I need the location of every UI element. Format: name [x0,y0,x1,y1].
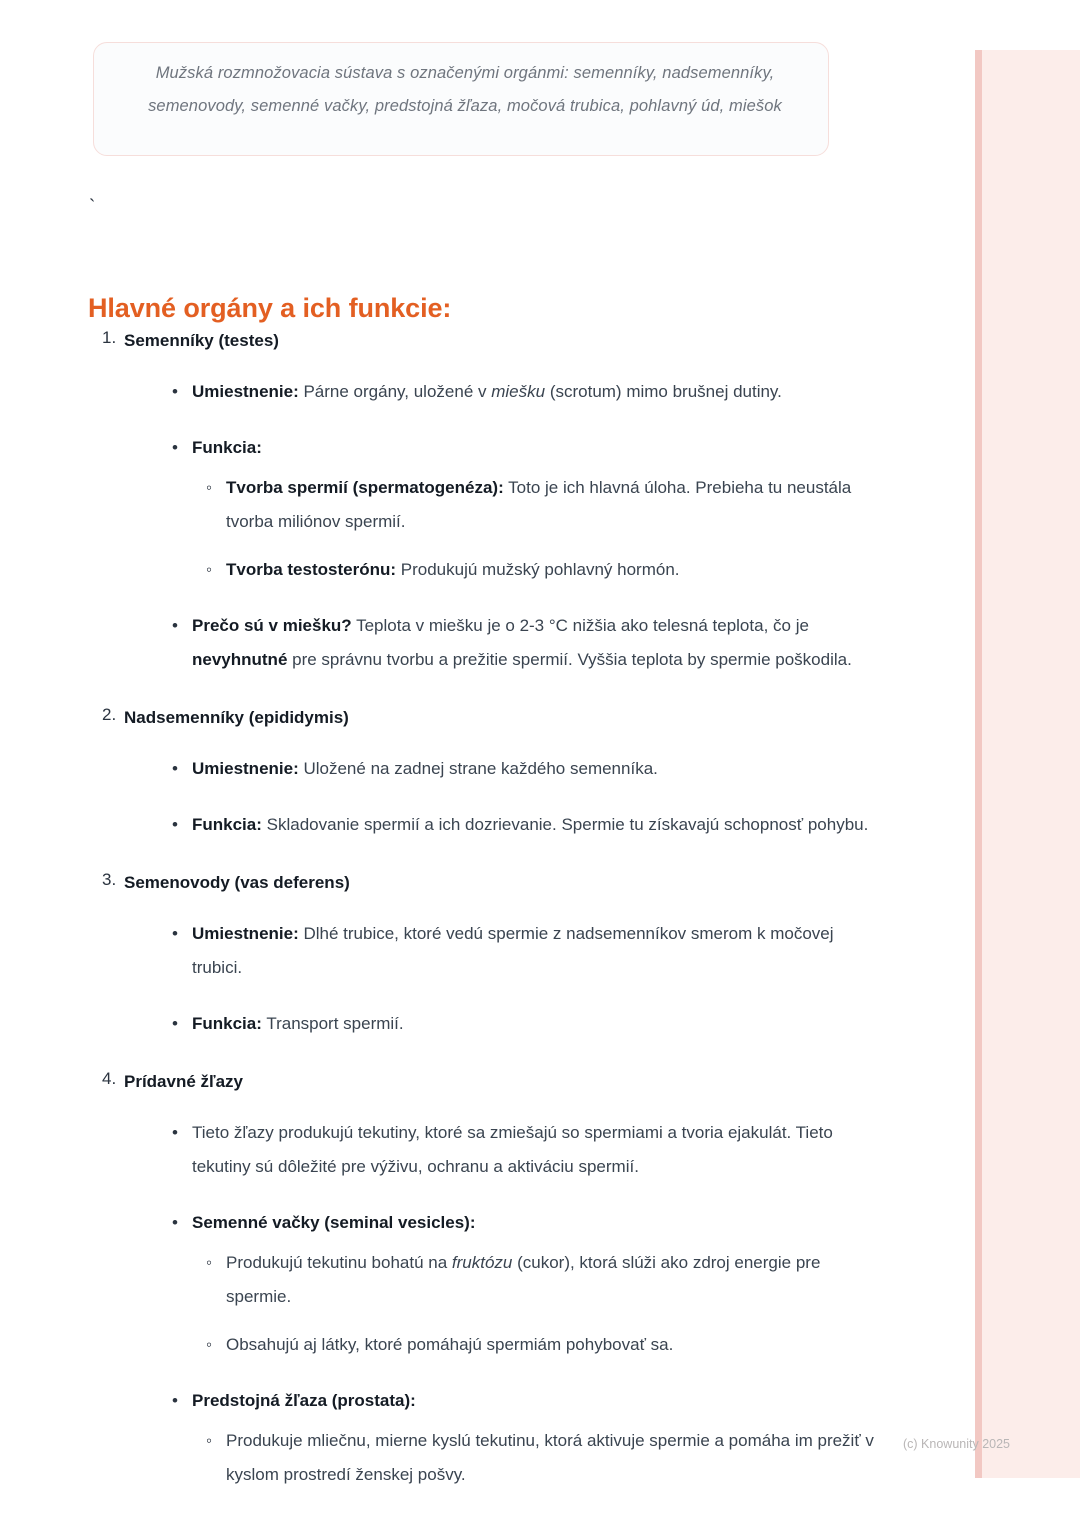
bullet-text-continued: pre správnu tvorbu a prežitie spermií. Vyššia teplota by spermie poškodila. [287,650,852,669]
bullet-text: Transport spermií. [261,1014,404,1033]
bullet-label: Predstojná žľaza (prostata): [192,1391,416,1410]
bullet-label: Funkcia: [192,438,262,457]
outline-bullet [124,375,888,409]
bullet-emphasis: miešku [491,382,546,401]
bullet-label: Umiestnenie: [192,924,299,943]
outline-bullet [124,752,888,786]
bullet-text: Uložené na zadnej strane každého semenníka. [298,759,658,778]
outline-bullet [124,1007,888,1041]
bullet-label: Funkcia: [192,815,262,834]
bullet-label: Umiestnenie: [192,759,299,778]
bullet-text: Párne orgány, uložené v [298,382,492,401]
bullet-text: Skladovanie spermií a ich dozrievanie. Spermie tu získavajú schopnosť pohybu. [261,815,869,834]
figure-caption-box [93,42,829,156]
outline-bullet-group [124,375,888,677]
bullet-text: Teplota v miešku je o 2-3 °C nižšia ako telesná teplota, čo je [351,616,809,635]
organs-outline-list [88,328,888,1492]
outline-bullet [124,431,888,465]
outline-section [88,870,888,1041]
bullet-text-continued: (scrotum) mimo brušnej dutiny. [545,382,782,401]
outline-bullet [124,1116,888,1184]
outline-section-title: Semenníky (testes) [124,331,279,350]
outline-bullet-group [124,1116,888,1492]
outline-bullet-group [124,917,888,1041]
outline-section-number: 2. [102,705,117,724]
bullet-label: Funkcia: [192,1014,262,1033]
outline-section-title: Prídavné žľazy [124,1072,243,1091]
outline-sub-bullet [124,1424,888,1492]
copyright-watermark: (c) Knowunity 2025 [903,1437,1011,1451]
outline-sub-bullet [124,553,888,587]
figure-caption-text: Mužská rozmnožovacia sústava s označenými orgánmi: semenníky, nadsemenníky, semenovody, semenné vačky, predstojná žľaza, močová trubica, pohlavný úd, miešok [148,64,782,115]
outline-section [88,705,888,842]
bullet-text: Toto je ich hlavná úloha. Prebieha tu neustála tvorba miliónov spermií. [226,478,852,531]
bullet-label: Prečo sú v miešku? [192,616,352,635]
outline-sub-bullet [124,1246,888,1314]
stray-backtick-character: ` [89,197,96,218]
bullet-label: Semenné vačky (seminal vesicles): [192,1213,476,1232]
bullet-emphasis: fruktózu [451,1253,513,1272]
outline-bullet [124,808,888,842]
outline-section-number: 3. [102,870,117,889]
outline-sub-bullet [124,1328,888,1362]
bullet-label: Tvorba spermií (spermatogenéza): [226,478,504,497]
bullet-text: Dlhé trubice, ktoré vedú spermie z nadsemenníkov smerom k močovej trubici. [192,924,834,977]
bullet-strong-inline: nevyhnutné [192,650,288,669]
bullet-label: Tvorba testosterónu: [226,560,397,579]
bullet-text: Produkujú mužský pohlavný hormón. [396,560,680,579]
bullet-text: Produkuje mliečnu, mierne kyslú tekutinu, ktorá aktivuje spermie a pomáha im prežiť v kyslom prostredí ženskej pošvy. [226,1431,874,1484]
outline-section-number: 4. [102,1069,117,1088]
outline-section-number: 1. [102,328,117,347]
page-title: Hlavné orgány a ich funkcie: [88,293,452,324]
outline-sub-bullet [124,471,888,539]
outline-bullet [124,1384,888,1418]
outline-bullet [124,609,888,677]
bullet-text: Obsahujú aj látky, ktoré pomáhajú spermiám pohybovať sa. [226,1335,674,1354]
outline-section-title: Semenovody (vas deferens) [124,873,350,892]
outline-bullet [124,917,888,985]
bullet-text-continued: (cukor), ktorá slúži ako zdroj energie pre spermie. [226,1253,821,1306]
outline-section [88,1069,888,1492]
outline-bullet [124,1206,888,1240]
bullet-text: Produkujú tekutinu bohatú na [226,1253,452,1272]
bullet-text: Tieto žľazy produkujú tekutiny, ktoré sa zmiešajú so spermiami a tvoria ejakulát. Tieto tekutiny sú dôležité pre výživu, ochranu a aktiváciu spermií. [192,1123,833,1176]
outline-section-title: Nadsemenníky (epididymis) [124,708,349,727]
bullet-label: Umiestnenie: [192,382,299,401]
right-accent-panel [975,50,1080,1478]
outline-bullet-group [124,752,888,842]
outline-section [88,328,888,677]
